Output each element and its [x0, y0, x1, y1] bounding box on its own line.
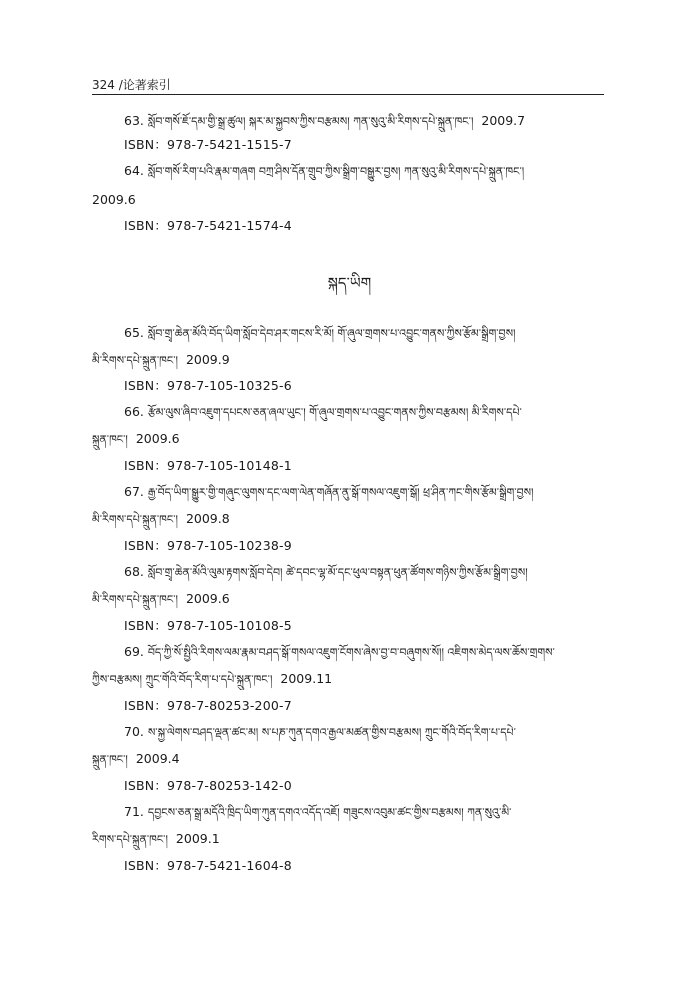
entry-number: 64. — [124, 163, 144, 178]
entry-text: སློབ་གྲྭ་ཆེན་མོའི་ལུམ་རྟགས་སློབ་དེབ། ཚེ་དབང་ལྷ་མོ་དང་ཕུལ་བསྟན་ཕུན་ཚོགས་གཉིས་ཀྱིས་རྩོམ་སྒྲིག་བྱས། — [147, 566, 528, 579]
entry-number: 66. — [124, 404, 144, 419]
entry-68-line2 — [92, 589, 614, 610]
entry-65-line1 — [124, 323, 646, 344]
entry-date: 2009.6 — [92, 192, 136, 207]
entry-66-line2 — [92, 429, 614, 450]
entry-date: 2009.7 — [481, 113, 526, 128]
isbn: ISBN：978-7-5421-1515-7 — [124, 137, 292, 152]
entry-65-isbn — [124, 376, 646, 396]
entry-number: 69. — [124, 644, 144, 659]
entry-71-isbn — [124, 856, 646, 876]
entry-text: ཀྱིས་བརྩམས། ཀྲུང་གོའི་བོད་རིག་པ་དཔེ་སྐྲུན་ཁང་། — [92, 673, 273, 686]
entry-69-line2 — [92, 669, 614, 690]
entry-number: 70. — [124, 724, 144, 739]
entry-63-line1 — [124, 111, 646, 132]
entry-date: 2009.4 — [135, 751, 180, 766]
entry-65-line2 — [92, 350, 614, 371]
page-label: 324 /论著索引 — [92, 78, 171, 92]
entry-text: སློབ་གྲྭ་ཆེན་མོའི་བོད་ཡིག་སློབ་དེབ་ཤར་གངས་རི་མོ། གོ་ཞུལ་གྲགས་པ་འབྱུང་གནས་ཀྱིས་རྩོམ་སྒྲིག་བྱས། — [147, 327, 516, 340]
entry-63-isbn — [124, 135, 646, 155]
entry-66-isbn — [124, 456, 646, 476]
entry-text: མི་རིགས་དཔེ་སྐྲུན་ཁང་། — [92, 354, 178, 367]
entry-64-line2 — [92, 190, 614, 210]
entry-date: 2009.8 — [185, 511, 230, 526]
isbn: ISBN：978-7-5421-1574-4 — [124, 218, 292, 233]
entry-64-line1 — [124, 161, 646, 182]
entry-number: 65. — [124, 325, 144, 340]
isbn: ISBN：978-7-5421-1604-8 — [124, 858, 292, 873]
entry-71-line1 — [124, 802, 646, 823]
isbn: ISBN：978-7-105-10325-6 — [124, 378, 292, 393]
entry-text: བོད་ཀྱི་སོ་སྤྱིའི་རིགས་ལམ་རྣམ་བཤད་སྒོ་གསལ་འཇུག་ངོགས་ཞེས་བྱ་བ་བཞུགས་སོ།། འཇིགས་མེད་ལས་ཆོས་གྲགས་ — [147, 646, 555, 659]
entry-69-isbn — [124, 696, 646, 716]
isbn: ISBN：978-7-80253-200-7 — [124, 698, 292, 713]
entry-text: སྐྲུན་ཁང་། — [92, 753, 128, 766]
entry-date: 2009.1 — [175, 831, 220, 846]
entry-text: དབྱངས་ཅན་སྒྲ་མདོའི་ཁྲིད་ཡིག་ཀུན་དགའ་འདོད་འཇོ། གཟུངས་འབུམ་ཚང་གྱིས་བརྩམས། ཀན་སུའུ་མི་ — [147, 806, 512, 819]
entry-70-line2 — [92, 749, 614, 770]
entry-67-isbn — [124, 536, 646, 556]
entry-number: 63. — [124, 113, 144, 128]
entry-66-line1 — [124, 402, 646, 423]
section-title: སྐད་ཡིག — [327, 274, 372, 292]
entry-date: 2009.6 — [135, 431, 180, 446]
entry-text: སློབ་གསོ་ཇོ་དམ་གྱི་སྒྲ་ཚུལ། སྐར་མ་སྐྱབས་ཀྱིས་བརྩམས། ཀན་སུའུ་མི་རིགས་དཔེ་སྐྲུན་ཁང་། — [147, 115, 474, 128]
entry-71-line2 — [92, 829, 614, 850]
entry-text: རིགས་དཔེ་སྐྲུན་ཁང་། — [92, 833, 168, 846]
entry-text: རྒྱ་བོད་ཡིག་སྒྱུར་གྱི་གཞུང་ལུགས་དང་ལག་ལེན་གཞོན་ནུ་སྒོ་གསལ་འཇུག་སྒོ། ཕྲ་ཤིན་ཀང་གིས་རྩོམ་སྒྲིག་བྱས། — [147, 486, 534, 499]
entry-number: 67. — [124, 484, 144, 499]
isbn: ISBN：978-7-80253-142-0 — [124, 778, 292, 793]
isbn: ISBN：978-7-105-10108-5 — [124, 618, 292, 633]
entry-text: རྩོམ་ལུས་ཞིབ་འཇུག་དཔངས་ཅན་ཞལ་ཡུང་། གོ་ཞུལ་གྲགས་པ་འབྱུང་གནས་ཀྱིས་བརྩམས། མི་རིགས་དཔེ་ — [147, 406, 522, 419]
isbn: ISBN：978-7-105-10148-1 — [124, 458, 292, 473]
entry-67-line1 — [124, 482, 646, 503]
entry-text: མི་རིགས་དཔེ་སྐྲུན་ཁང་། — [92, 593, 178, 606]
entry-69-line1 — [124, 642, 646, 663]
entry-67-line2 — [92, 509, 614, 530]
entry-68-line1 — [124, 562, 646, 583]
entry-text: སློབ་གསོ་རིག་པའི་རྣམ་གཞག བཀྲ་ཤིས་དོན་གྲུབ་ཀྱིས་སྒྲིག་བསྒྱུར་བྱས། ཀན་སུའུ་མི་རིགས་དཔེ་སྐྲུན་ཁང་། — [147, 165, 525, 178]
entry-number: 71. — [124, 804, 144, 819]
entry-text: སྐྲུན་ཁང་། — [92, 433, 128, 446]
entry-date: 2009.11 — [280, 671, 333, 686]
entry-64-isbn — [124, 216, 646, 236]
entry-70-isbn — [124, 776, 646, 796]
entry-70-line1 — [124, 722, 646, 743]
isbn: ISBN：978-7-105-10238-9 — [124, 538, 292, 553]
entry-number: 68. — [124, 564, 144, 579]
entry-date: 2009.9 — [185, 352, 230, 367]
entry-68-isbn — [124, 616, 646, 636]
entry-date: 2009.6 — [185, 591, 230, 606]
entry-text: ས་སྐྱ་ལེགས་བཤད་ལྡན་ཚང་མ། ས་པཎ་ཀུན་དགའ་རྒྱལ་མཚན་གྱིས་བརྩམས། ཀྲུང་གོའི་བོད་རིག་པ་དཔེ་ — [147, 726, 516, 739]
entry-text: མི་རིགས་དཔེ་སྐྲུན་ཁང་། — [92, 513, 178, 526]
